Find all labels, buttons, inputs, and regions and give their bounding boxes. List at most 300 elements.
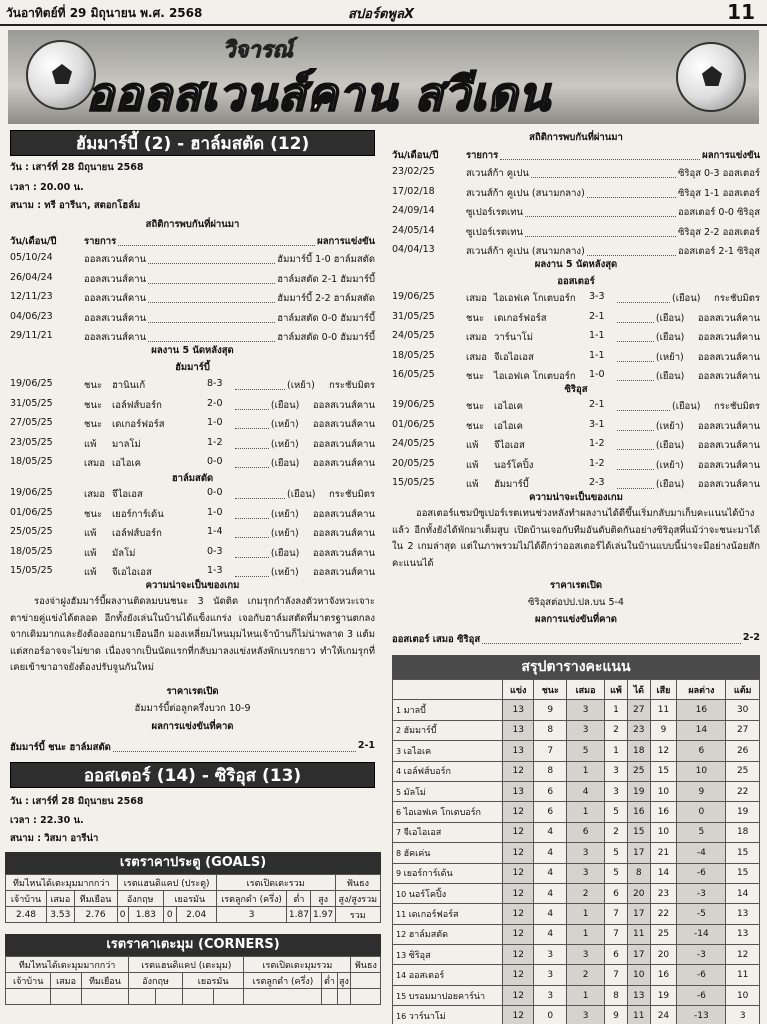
standings-position: 8 xyxy=(396,848,404,858)
standings-team xyxy=(393,781,503,801)
form-venue: (เหย้า) xyxy=(287,380,315,391)
form-opponent: จีเอไอเอส xyxy=(112,567,152,578)
standings-team xyxy=(393,741,503,761)
form-result: ชนะ xyxy=(466,312,485,324)
goals-v-away: 2.76 xyxy=(74,907,117,923)
h2h-competition: ออลสเวนส์คาน xyxy=(84,273,147,285)
standings-row xyxy=(393,822,760,842)
match1-prediction xyxy=(10,740,375,755)
form-venue: (เยือน) xyxy=(270,458,300,469)
standings-row xyxy=(393,863,760,883)
prediction-score: 2-2 xyxy=(742,632,760,643)
form-opponent: จีไอเอส xyxy=(494,440,525,451)
col-date: วัน/เดือน/ปี xyxy=(10,236,57,247)
h2h-competition: สเวนส์ก้า คูเปน (สนามกลาง) xyxy=(466,246,585,257)
match2-time: เวลา : 22.30 น. xyxy=(10,815,84,826)
standings-row xyxy=(393,883,760,903)
corners-box-title: เรตราคาเตะมุม (CORNERS) xyxy=(5,934,381,956)
standings-position: 11 xyxy=(396,909,409,919)
match2-team2-name: ซิริอุส xyxy=(564,384,588,395)
standings-cell: 4 xyxy=(534,904,567,924)
corners-c-low: ต่ำ xyxy=(322,973,337,989)
standings-position: 5 xyxy=(396,787,404,797)
standings-row xyxy=(393,781,760,801)
standings-team-name: เอไอเค xyxy=(403,746,432,757)
form-row xyxy=(392,419,760,434)
form-venue: (เยือน) xyxy=(287,489,316,500)
standings-position: 6 xyxy=(396,808,404,818)
standings-cell: 1 xyxy=(567,761,605,781)
standings-position: 13 xyxy=(396,950,409,960)
standings-cell: 20 xyxy=(650,945,677,965)
standings-cell: 3 xyxy=(567,720,605,740)
corners-c-eur: เยอรมัน xyxy=(182,973,244,989)
form-competition: ออลสเวนส์คาน xyxy=(312,528,375,539)
standings-cell: 22 xyxy=(726,781,760,801)
standings-cell: 2 xyxy=(604,822,627,842)
goals-h-overunder: เรตเปิดเตะรวม xyxy=(216,875,335,891)
form-competition: กระชับมิตร xyxy=(329,380,375,391)
banner-kicker: วิจารณ์ xyxy=(223,38,293,63)
standings-cell: 3 xyxy=(567,700,605,720)
standings-cell: 27 xyxy=(726,720,760,740)
standings-cell: 25 xyxy=(650,924,677,944)
form-date: 16/05/25 xyxy=(392,369,435,380)
form-result: ชนะ xyxy=(84,508,103,520)
form-competition: ออลสเวนส์คาน xyxy=(697,371,760,382)
goals-c-eng: อังกฤษ xyxy=(117,891,163,907)
standings-cell: 10 xyxy=(726,985,760,1005)
standings-team-name: เยอร์การ์เด้น xyxy=(403,869,453,880)
form-competition: ออลสเวนส์คาน xyxy=(697,459,760,471)
standings-cell: 6 xyxy=(604,945,627,965)
form-opponent: นอร์โคปิ้ง xyxy=(494,459,534,471)
standings-cell: 30 xyxy=(726,700,760,720)
standings-cell: 6 xyxy=(534,781,567,801)
standings-team xyxy=(393,863,503,883)
standings-table xyxy=(392,679,760,1024)
standings-cell: 5 xyxy=(677,822,726,842)
standings-row xyxy=(393,924,760,944)
standings-cell: 9 xyxy=(650,720,677,740)
form-venue: (เยือน) xyxy=(655,440,685,451)
form-date: 24/05/25 xyxy=(392,330,435,341)
standings-cell: -6 xyxy=(677,985,726,1005)
standings-cell: 13 xyxy=(628,985,651,1005)
form-venue: (เยือน) xyxy=(270,399,300,411)
standings-cell: 12 xyxy=(503,802,534,822)
form-opponent: เอล์ฟส์บอร์ก xyxy=(112,528,162,539)
form-row xyxy=(10,456,375,471)
standings-cell: 3 xyxy=(567,843,605,863)
standings-team-name: วาร์นาโม่ xyxy=(408,1011,446,1022)
form-date: 19/06/25 xyxy=(392,291,435,302)
standings-cell: 12 xyxy=(650,741,677,761)
standings-cell: 22 xyxy=(650,904,677,924)
form-result: เสมอ xyxy=(466,293,488,304)
h2h-result: ออสเตอร์ 0-0 ซิริอุส xyxy=(677,207,760,218)
form-row xyxy=(392,438,760,453)
standings-team xyxy=(393,761,503,781)
form-date: 31/05/25 xyxy=(10,397,53,409)
standings-cell: 12 xyxy=(503,904,534,924)
form-competition: ออลสเวนส์คาน xyxy=(697,420,760,432)
h2h-competition: ซูเปอร์เรตเทน xyxy=(466,226,524,238)
h2h-date: 04/04/13 xyxy=(392,244,435,255)
standings-cell: 3 xyxy=(534,965,567,985)
form-opponent: จีเอไอเอส xyxy=(494,351,534,363)
standings-row xyxy=(393,1006,760,1024)
standings-cell: -13 xyxy=(677,1006,726,1024)
form-score: 3-3 xyxy=(589,291,605,302)
h2h-row xyxy=(10,291,375,306)
standings-cell: -3 xyxy=(677,883,726,903)
h2h-date: 24/09/14 xyxy=(392,205,435,216)
match1-odds: ฮัมมาร์บี้ต่อลูกครึ่งบวก 10-9 xyxy=(134,703,251,714)
form-row xyxy=(392,350,760,365)
standings-row xyxy=(393,904,760,924)
standings-position: 9 xyxy=(396,869,404,879)
form-competition: ออลสเวนส์คาน xyxy=(697,351,760,363)
standings-cell: 4 xyxy=(534,843,567,863)
standings-cell: 11 xyxy=(628,924,651,944)
standings-cell: 11 xyxy=(650,700,677,720)
standings-position: 3 xyxy=(396,746,404,756)
form-score: 8-3 xyxy=(207,378,223,389)
standings-title: สรุปตารางคะแนน xyxy=(392,655,760,679)
standings-cell: 14 xyxy=(677,720,726,740)
standings-team-name: ฮัคเค่น xyxy=(403,848,431,859)
standings-cell: -14 xyxy=(677,924,726,944)
goals-c-eur: เยอรมัน xyxy=(163,891,216,907)
h2h-row xyxy=(392,186,760,201)
standings-cell: 8 xyxy=(628,863,651,883)
form-score: 1-2 xyxy=(589,457,605,469)
standings-column-header: ได้ xyxy=(628,680,651,700)
standings-team-name: ฮาล์มสตัด xyxy=(408,930,448,941)
form-date: 31/05/25 xyxy=(392,310,435,322)
h2h-competition: ออลสเวนส์คาน xyxy=(84,332,147,343)
goals-v-line: 3 xyxy=(216,907,287,923)
standings-cell: 7 xyxy=(604,924,627,944)
h2h-competition: สเวนส์ก้า คูเปน xyxy=(466,168,529,179)
issue-date: วันอาทิตย์ที่ 29 มิถุนายน พ.ศ. 2568 xyxy=(6,6,203,20)
match1-form-title: ผลงาน 5 นัดหลังสุด xyxy=(151,345,234,356)
form-score: 0-0 xyxy=(207,456,223,467)
standings-cell: 3 xyxy=(534,985,567,1005)
form-venue: (เหย้า) xyxy=(655,420,684,432)
standings-column-header: เสีย xyxy=(650,680,677,700)
standings-position: 7 xyxy=(396,828,404,838)
form-opponent: มาลโม่ xyxy=(112,438,141,450)
form-result: แพ้ xyxy=(84,528,97,539)
standings-cell: 12 xyxy=(503,843,534,863)
standings-cell: 24 xyxy=(650,1006,677,1024)
form-venue: (เยือน) xyxy=(655,332,685,343)
h2h-date: 26/04/24 xyxy=(10,271,53,283)
col-list: รายการ xyxy=(466,150,499,161)
goals-c-draw: เสมอ xyxy=(47,891,75,907)
standings-row xyxy=(393,843,760,863)
standings-cell: 3 xyxy=(604,761,627,781)
standings-cell: 4 xyxy=(534,883,567,903)
standings-cell: 10 xyxy=(650,822,677,842)
form-score: 1-2 xyxy=(207,436,223,448)
standings-team-name: มัลโม่ xyxy=(403,787,426,798)
soccer-ball-icon xyxy=(676,42,746,112)
form-row xyxy=(10,417,375,432)
standings-row xyxy=(393,802,760,822)
standings-cell: 5 xyxy=(604,802,627,822)
form-score: 1-1 xyxy=(589,349,605,361)
match2-odds-title: ราคาเรตเปิด xyxy=(549,580,603,591)
form-row xyxy=(392,399,760,414)
goals-c-high: สูง xyxy=(311,891,335,907)
standings-team xyxy=(393,822,503,842)
standings-cell: 19 xyxy=(726,802,760,822)
standings-cell: 23 xyxy=(628,720,651,740)
headline-banner xyxy=(8,30,759,124)
form-date: 01/06/25 xyxy=(392,418,435,430)
standings-cell: 12 xyxy=(503,761,534,781)
standings-cell: 12 xyxy=(503,822,534,842)
form-date: 19/06/25 xyxy=(10,487,53,498)
form-result: เสมอ xyxy=(466,351,488,363)
standings-cell: 6 xyxy=(534,802,567,822)
h2h-competition: ออลสเวนส์คาน xyxy=(84,312,147,324)
brand-logo: สปอร์ตพูลX xyxy=(348,7,414,22)
form-score: 1-0 xyxy=(589,369,605,380)
corners-c-home: เจ้าบ้าน xyxy=(6,973,51,989)
standings-team xyxy=(393,1006,503,1024)
match2-venue: สนาม : วิสมา อารีน่า xyxy=(10,833,99,844)
goals-v-high: 1.97 xyxy=(311,907,335,923)
standings-cell: 14 xyxy=(726,883,760,903)
form-result: ชนะ xyxy=(466,401,485,412)
standings-cell: 3 xyxy=(604,781,627,801)
form-result: ชนะ xyxy=(466,371,485,382)
standings-cell: 12 xyxy=(503,883,534,903)
goals-v-eur-a: 0 xyxy=(163,907,176,923)
standings-cell: 1 xyxy=(567,985,605,1005)
standings-position: 14 xyxy=(396,971,409,981)
standings-cell: 12 xyxy=(503,924,534,944)
form-venue: (เหย้า) xyxy=(270,567,299,578)
h2h-result: ซิริอุส 1-1 ออสเตอร์ xyxy=(677,187,760,199)
match2-h2h-title: สถิติการพบกันที่ผ่านมา xyxy=(529,132,623,143)
page-number: 11 xyxy=(727,0,755,24)
match1-team2-name: ฮาล์มสตัด xyxy=(171,473,214,484)
standings-team xyxy=(393,883,503,903)
goals-c-low: ต่ำ xyxy=(287,891,311,907)
h2h-result: ฮาล์มสตัด 2-1 ฮัมมาร์บี้ xyxy=(277,273,375,285)
standings-cell: 8 xyxy=(534,720,567,740)
h2h-result: ซิริอุส 0-3 ออสเตอร์ xyxy=(677,168,760,179)
standings-team-name: บรอมมาปอยคาร์น่า xyxy=(408,991,486,1002)
form-date: 27/05/25 xyxy=(10,417,53,428)
form-competition: ออลสเวนส์คาน xyxy=(312,547,375,559)
goals-h-handicap: เรตแฮนดิแคป (ประตู) xyxy=(117,875,216,891)
standings-cell: 6 xyxy=(604,883,627,903)
form-competition: ออลสเวนส์คาน xyxy=(697,312,760,324)
form-opponent: เอไอเค xyxy=(112,458,142,469)
form-venue: (เหย้า) xyxy=(655,351,684,363)
standings-team xyxy=(393,965,503,985)
form-competition: กระชับมิตร xyxy=(714,401,760,412)
standings-cell: 6 xyxy=(567,822,605,842)
form-opponent: เอไอเค xyxy=(494,420,524,432)
standings-team-name: เดเกอร์ฟอร์ส xyxy=(408,909,459,920)
standings-cell: 25 xyxy=(726,761,760,781)
form-score: 0-0 xyxy=(207,487,223,498)
match1-venue: สนาม : ทรี อารีนา, สตอกโฮล์ม xyxy=(10,200,141,211)
form-score: 1-3 xyxy=(207,565,223,576)
form-date: 18/05/25 xyxy=(392,349,435,361)
form-opponent: มัลโม่ xyxy=(112,547,136,559)
standings-column-header: ผลต่าง xyxy=(677,680,726,700)
match1-h2h-title: สถิติการพบกันที่ผ่านมา xyxy=(145,219,240,230)
form-competition: ออลสเวนส์คาน xyxy=(312,419,375,430)
prediction-text: ฮัมมาร์บี้ ชนะ ฮาล์มสตัด xyxy=(10,742,111,753)
standings-cell: 7 xyxy=(534,741,567,761)
goals-c-away: ทีมเยือน xyxy=(74,891,117,907)
standings-position: 2 xyxy=(396,726,404,736)
form-date: 20/05/25 xyxy=(392,457,435,469)
standings-cell: 3 xyxy=(534,945,567,965)
standings-cell: 16 xyxy=(650,965,677,985)
form-date: 18/05/25 xyxy=(10,545,53,557)
form-row xyxy=(10,378,375,393)
h2h-competition: สเวนส์ก้า คูเปน (สนามกลาง) xyxy=(466,187,585,199)
h2h-result: ฮาล์มสตัด 0-0 ฮัมมาร์บี้ xyxy=(277,312,375,324)
form-opponent: ฮัมมาร์บี้ xyxy=(494,479,529,490)
h2h-row xyxy=(10,272,375,287)
match2-date: วัน : เสาร์ที่ 28 มิถุนายน 2568 xyxy=(10,796,144,807)
match2-analysis-title: ความน่าจะเป็นของเกม xyxy=(529,492,623,503)
match2-analysis: ออสเตอร์แชมป์ซูเปอร์เรตเทนช่วงหลังทำผลงานได้ดีขึ้นเริ่มกลับมาเก็บคะแนนได้บ้างแล้ว อีกทั้งยังได้พักมาเต็มสูบ เปิดบ้านเจอกับทีมอันดับติดกันอย่างซิริอุสที่แม้ว่าจะชนะมาได้ใน 2 เกมล่าสุด แต่ในภาพรวมไม่ได้ดีกว่าออสเตอร์ได้เล่นในบ้านแบบนี้น่าจะมีอย่างน้อยสักคะแนนได้ xyxy=(392,508,760,569)
form-score: 1-1 xyxy=(589,330,605,341)
standings-cell: 13 xyxy=(503,781,534,801)
form-result: แพ้ xyxy=(84,438,97,450)
standings-cell: 2 xyxy=(604,720,627,740)
form-row xyxy=(10,398,375,413)
form-date: 23/05/25 xyxy=(10,436,53,448)
form-result: แพ้ xyxy=(466,479,479,490)
form-result: ชนะ xyxy=(466,420,485,432)
standings-cell: 21 xyxy=(650,843,677,863)
col-list: รายการ xyxy=(84,236,117,247)
standings-cell: 0 xyxy=(534,1006,567,1024)
standings-team xyxy=(393,700,503,720)
corners-odds-box xyxy=(5,934,381,1005)
form-row xyxy=(10,487,375,502)
h2h-result: ฮาล์มสตัด 0-0 ฮัมมาร์บี้ xyxy=(277,332,375,343)
standings-team-name: ออสเตอร์ xyxy=(408,971,445,982)
h2h-date: 29/11/21 xyxy=(10,330,53,341)
standings-cell: 9 xyxy=(604,1006,627,1024)
standings-cell: 2 xyxy=(567,883,605,903)
standings-cell: 7 xyxy=(604,965,627,985)
goals-v-bet: รวม xyxy=(335,907,380,923)
form-competition: ออลสเวนส์คาน xyxy=(312,399,375,411)
standings-team-name: ฮัมมาร์บี้ xyxy=(403,726,437,737)
h2h-date: 12/11/23 xyxy=(10,291,53,302)
standings-team-name: เอล์ฟส์บอร์ก xyxy=(403,767,451,778)
standings-cell: -4 xyxy=(677,843,726,863)
standings-cell: 19 xyxy=(628,781,651,801)
form-opponent: เอล์ฟส์บอร์ก xyxy=(112,399,162,411)
page-header xyxy=(0,0,767,26)
match2-prediction xyxy=(392,632,760,647)
form-result: ชนะ xyxy=(84,419,103,430)
standings-cell: 12 xyxy=(503,945,534,965)
standings-column-header: แต้ม xyxy=(726,680,760,700)
form-date: 15/05/25 xyxy=(10,565,53,576)
standings-team xyxy=(393,985,503,1005)
form-score: 2-3 xyxy=(589,477,605,488)
form-result: เสมอ xyxy=(84,489,106,500)
banner-headline: ออลสเวนส์คาน สวีเดน xyxy=(86,67,551,121)
form-result: เสมอ xyxy=(84,458,106,469)
h2h-row xyxy=(10,252,375,267)
standings-cell: 12 xyxy=(503,863,534,883)
form-competition: กระชับมิตร xyxy=(329,489,375,500)
form-venue: (เหย้า) xyxy=(270,419,299,430)
standings-row xyxy=(393,965,760,985)
h2h-row xyxy=(392,166,760,181)
standings-cell: 6 xyxy=(677,741,726,761)
standings-team-name: นอร์โคปิ้ง xyxy=(408,889,447,900)
h2h-row xyxy=(392,205,760,220)
corners-h-bet: ฟันธง xyxy=(351,957,381,973)
standings-column-header: แพ้ xyxy=(604,680,627,700)
standings-cell: -3 xyxy=(677,945,726,965)
standings-cell: 0 xyxy=(677,802,726,822)
standings-cell: 1 xyxy=(567,802,605,822)
standings-team xyxy=(393,843,503,863)
standings-row xyxy=(393,741,760,761)
corners-h-handicap: เรตแฮนดิแคป (เตะมุม) xyxy=(129,957,244,973)
standings-cell: 13 xyxy=(726,904,760,924)
goals-v-home: 2.48 xyxy=(6,907,47,923)
standings-cell: 15 xyxy=(628,822,651,842)
standings-cell: -5 xyxy=(677,904,726,924)
standings-cell: 15 xyxy=(726,863,760,883)
standings-position: 4 xyxy=(396,767,404,777)
standings-cell: 16 xyxy=(650,802,677,822)
corners-h-overunder: เรตเปิดเตะมุมรวม xyxy=(244,957,351,973)
standings-cell: 9 xyxy=(534,700,567,720)
standings-cell: 9 xyxy=(677,781,726,801)
standings-cell: 4 xyxy=(534,822,567,842)
standings-column-header: ชนะ xyxy=(534,680,567,700)
form-opponent: เดเกอร์ฟอร์ส xyxy=(112,419,165,430)
standings-cell: 4 xyxy=(534,924,567,944)
match2-odds: ซิริอุสต่อปป.ปล.บน 5-4 xyxy=(528,597,624,608)
form-result: แพ้ xyxy=(84,567,97,578)
form-result: ชนะ xyxy=(84,399,103,411)
standings-cell: 13 xyxy=(503,700,534,720)
standings-cell: 25 xyxy=(628,761,651,781)
standings-column-header: แข่ง xyxy=(503,680,534,700)
standings-cell: 18 xyxy=(726,822,760,842)
goals-v-eng-a: 0 xyxy=(117,907,128,923)
standings-cell: 1 xyxy=(604,700,627,720)
standings-position: 16 xyxy=(396,1011,409,1021)
standings-cell: 23 xyxy=(650,883,677,903)
form-score: 2-1 xyxy=(589,399,605,410)
goals-v-low: 1.87 xyxy=(287,907,311,923)
